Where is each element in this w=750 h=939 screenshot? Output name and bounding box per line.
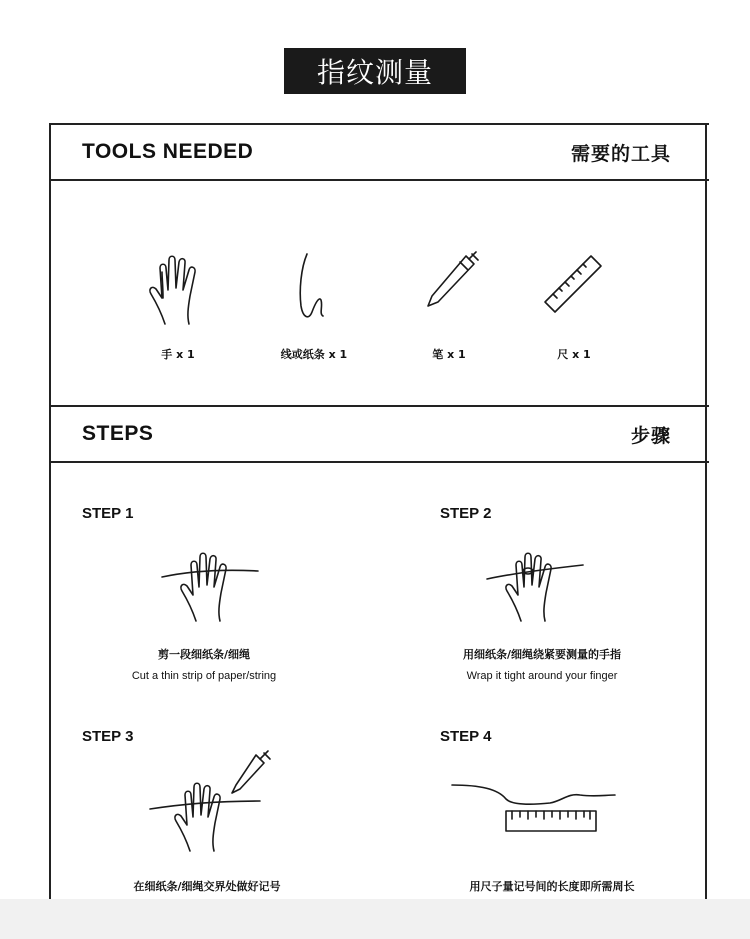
step-2-label: STEP 2 (440, 505, 492, 522)
tool-hand-label: 手 x 1 (161, 348, 195, 361)
tool-string (249, 250, 379, 361)
step-1-label: STEP 1 (82, 505, 134, 522)
hand-with-string-icon (160, 545, 260, 625)
hand-wrap-finger-icon (485, 545, 585, 625)
tool-ruler (509, 250, 639, 361)
steps-header-en: STEPS (82, 422, 154, 445)
tool-ruler-label: 尺 x 1 (557, 348, 591, 361)
step-4-caption-zh: 用尺子量记号间的长度即所需周长 (469, 880, 635, 893)
tool-pen-label: 笔 x 1 (432, 348, 466, 361)
ruler-measure-icon (450, 775, 620, 840)
step-1-caption-zh: 剪一段细纸条/细绳 (157, 648, 251, 661)
tool-string-label: 线或纸条 x 1 (280, 348, 348, 361)
tools-header-en: TOOLS NEEDED (82, 140, 254, 163)
step-3-label: STEP 3 (82, 728, 134, 745)
tool-hand (113, 250, 243, 361)
step-4-label: STEP 4 (440, 728, 492, 745)
tool-pen (384, 250, 514, 361)
hand-icon (143, 250, 213, 330)
steps-header (49, 405, 709, 463)
hand-mark-pen-icon (148, 745, 278, 855)
tools-header (49, 123, 709, 181)
step-3-caption-zh: 在细纸条/细绳交界处做好记号 (133, 880, 281, 893)
step-2-caption-zh: 用细纸条/细绳绕紧要测量的手指 (462, 648, 622, 661)
ruler-icon (539, 250, 609, 330)
bottom-strip (0, 899, 750, 939)
step-2-caption-en: Wrap it tight around your finger (466, 670, 618, 682)
string-icon (279, 250, 349, 330)
step-1-caption-en: Cut a thin strip of paper/string (131, 670, 277, 682)
pen-icon (414, 250, 484, 330)
tools-header-zh: 需要的工具 (570, 142, 671, 165)
steps-header-zh: 步骤 (630, 424, 671, 447)
page-title: 指纹测量 (284, 48, 466, 94)
